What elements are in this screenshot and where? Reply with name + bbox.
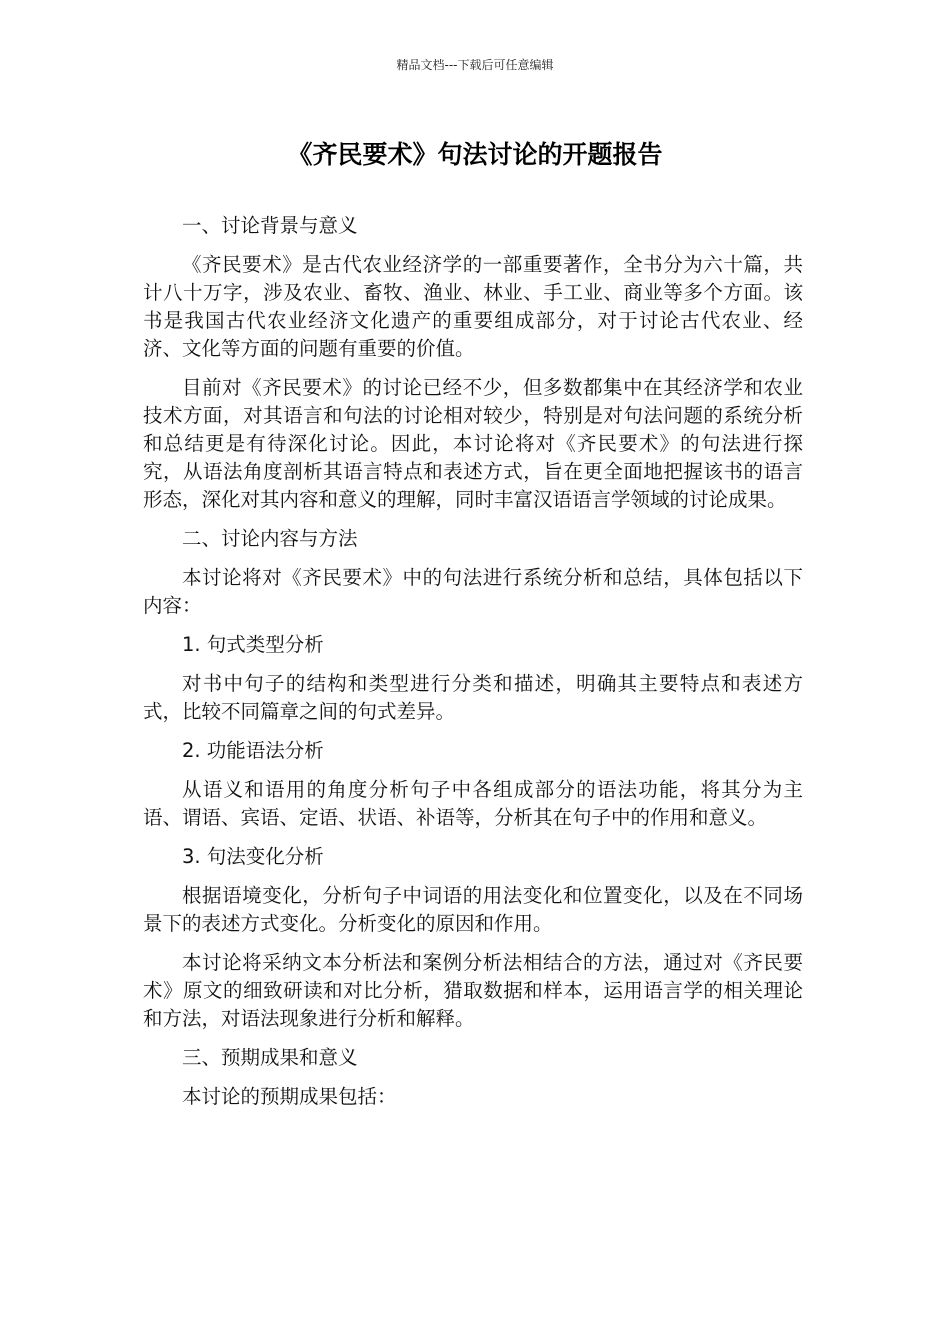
body-paragraph: 本讨论的预期成果包括：	[182, 1085, 397, 1108]
body-paragraph: 从语义和语用的角度分析句子中各组成部分的语法功能，将其分为主语、谓语、宾语、定语、状语、补语等，分析其在句子中的作用和意义。	[143, 778, 803, 829]
body-paragraph: 《齐民要术》是古代农业经济学的一部重要著作，全书分为六十篇，共计八十万字，涉及农业、畜牧、渔业、林业、手工业、商业等多个方面。该书是我国古代农业经济文化遗产的重要组成部分，对于讨论古代农业、经济、文化等方面的问题有重要的价值。	[143, 253, 803, 360]
subheading-sentence-types: 1. 句式类型分析	[182, 633, 324, 656]
section-heading-content-method: 二、讨论内容与方法	[182, 527, 358, 550]
section-heading-background: 一、讨论背景与意义	[182, 214, 358, 237]
body-paragraph: 对书中句子的结构和类型进行分类和描述，明确其主要特点和表述方式，比较不同篇章之间的句式差异。	[143, 672, 803, 723]
page-header: 精品文档---下载后可任意编辑	[396, 58, 554, 72]
subheading-syntax-change: 3. 句法变化分析	[182, 845, 324, 868]
document-body	[143, 212, 803, 1122]
subheading-functional-grammar: 2. 功能语法分析	[182, 739, 324, 762]
body-paragraph: 本讨论将采纳文本分析法和案例分析法相结合的方法，通过对《齐民要术》原文的细致研读和对比分析，猎取数据和样本，运用语言学的相关理论和方法，对语法现象进行分析和解释。	[143, 951, 803, 1030]
section-heading-expected-results: 三、预期成果和意义	[182, 1046, 358, 1069]
body-paragraph: 本讨论将对《齐民要术》中的句法进行系统分析和总结，具体包括以下内容：	[143, 566, 803, 617]
document-title: 《齐民要术》句法讨论的开题报告	[287, 140, 663, 169]
body-paragraph: 根据语境变化，分析句子中词语的用法变化和位置变化，以及在不同场景下的表述方式变化。分析变化的原因和作用。	[143, 884, 803, 935]
body-paragraph: 目前对《齐民要术》的讨论已经不少，但多数都集中在其经济学和农业技术方面，对其语言和句法的讨论相对较少，特别是对句法问题的系统分析和总结更是有待深化讨论。因此，本讨论将对《齐民要术》的句法进行探究，从语法角度剖析其语言特点和表述方式，旨在更全面地把握该书的语言形态，深化对其内容和意义的理解，同时丰富汉语语言学领域的讨论成果。	[143, 376, 803, 511]
